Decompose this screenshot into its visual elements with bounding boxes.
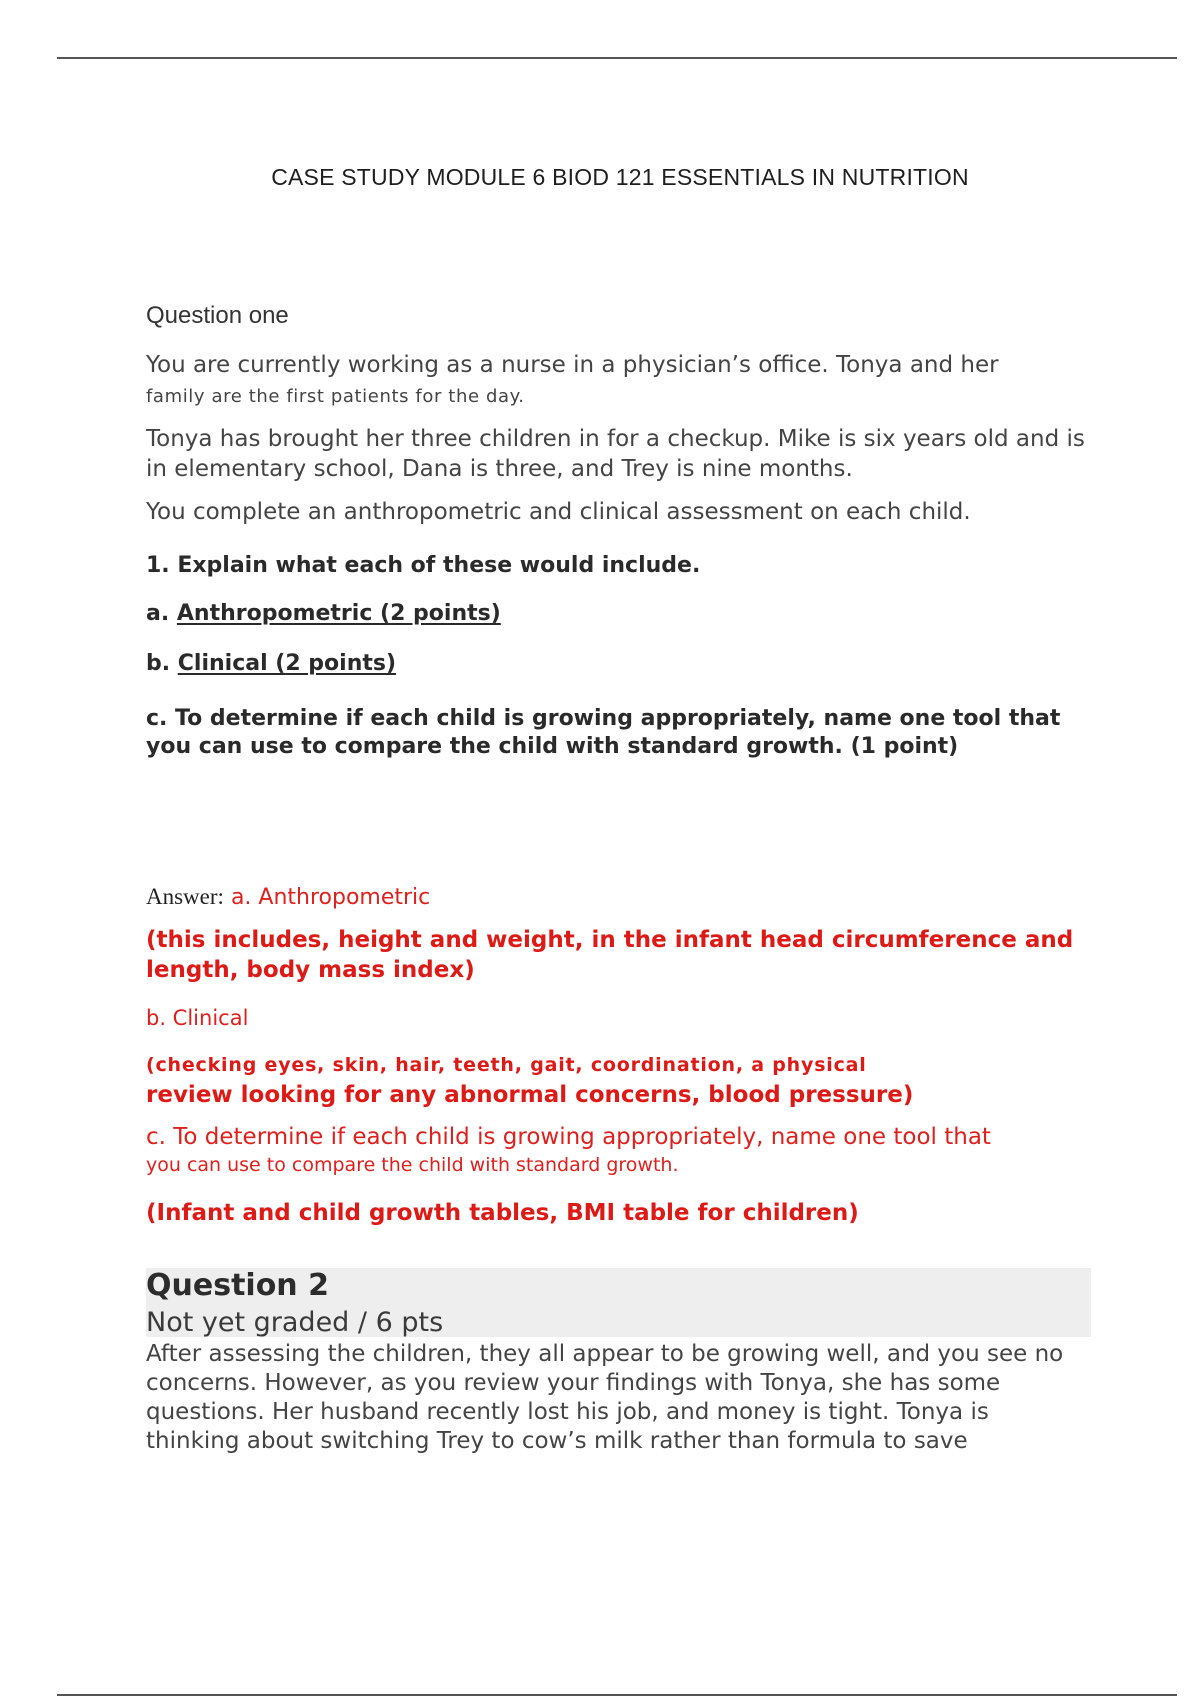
task-a-term: Anthropometric (: [176, 601, 391, 626]
question-one-label: Question one: [146, 302, 289, 329]
answer-c-detail: (Infant and child growth tables, BMI table for children): [146, 1200, 859, 1226]
answer-b-detail-line-2: review looking for any abnormal concerns, blood pressure): [146, 1082, 914, 1108]
answer-a-detail: (this includes, height and weight, in the infant head circumference and length, body mass index): [146, 927, 1074, 983]
answer-b-heading: b. Clinical: [146, 1006, 249, 1030]
task-b-term: Clinical (: [177, 651, 286, 676]
answer-label: Answer:: [146, 884, 224, 909]
question-one-paragraph-1: [146, 350, 1086, 412]
answer-b-detail-line-1: (checking eyes, skin, hair, teeth, gait, coordination, a physical: [146, 1054, 867, 1076]
answer-c-line-2: you can use to compare the child with standard growth.: [146, 1154, 679, 1176]
task-a-points: 2 points): [390, 601, 501, 626]
top-divider: [57, 57, 1177, 59]
answer-c: [146, 1124, 1086, 1179]
task-a-prefix: a.: [146, 601, 177, 626]
task-b-points: 2 points): [285, 651, 397, 676]
question-2-grade-status: Not yet graded / 6 pts: [146, 1307, 444, 1338]
task-b-prefix: b.: [146, 651, 178, 676]
question-one-paragraph-3: You complete an anthropometric and clinical assessment on each child.: [146, 499, 971, 525]
question-2-text: After assessing the children, they all appear to be growing well, and you see no concerns. However, as you review your findings with Tonya, she has some questions. Her husband recently lost his job, and money is tight. Tonya is thinking about switching Trey to cow’s milk rather than formula to save: [146, 1341, 1064, 1454]
paragraph-1-line-2: family are the first patients for the day.: [146, 386, 525, 407]
answer-a-heading: [146, 884, 1086, 910]
answer-a-term: a. Anthropometric: [230, 885, 431, 910]
answer-c-line-1: c. To determine if each child is growing appropriately, name one tool that: [146, 1124, 991, 1150]
paragraph-1-line-1: You are currently working as a nurse in a physician’s office. Tonya and her: [146, 352, 999, 378]
task-c: c. To determine if each child is growing appropriately, name one tool that you can use to compare the child with standard growth. (1 point): [146, 706, 1061, 759]
task-a: [146, 600, 1086, 628]
task-1-heading: 1. Explain what each of these would include.: [146, 553, 701, 578]
task-b: [146, 650, 1086, 678]
question-2-title: Question 2: [146, 1268, 329, 1303]
question-one-paragraph-2: Tonya has brought her three children in for a checkup. Mike is six years old and is in elementary school, Dana is three, and Trey is nine months.: [146, 426, 1085, 482]
answer-b-detail: [146, 1049, 1086, 1110]
bottom-divider: [57, 1694, 1177, 1696]
document-title: CASE STUDY MODULE 6 BIOD 121 ESSENTIALS IN NUTRITION: [271, 164, 969, 190]
